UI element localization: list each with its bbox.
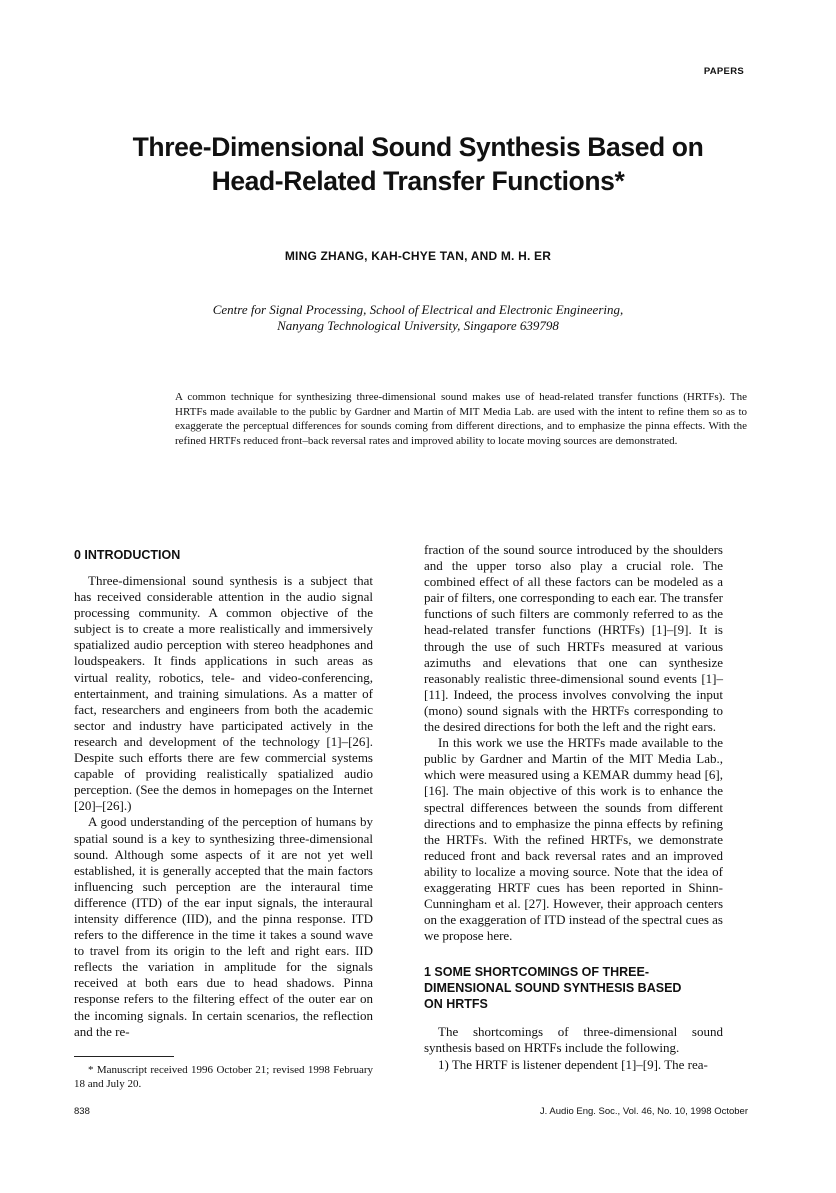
page-number: 838 (74, 1106, 90, 1117)
title-line-1: Three-Dimensional Sound Synthesis Based on (132, 132, 704, 162)
author-list: MING ZHANG, KAH-CHYE TAN, AND M. H. ER (284, 249, 552, 263)
affiliation (0, 302, 836, 334)
footnote (74, 1063, 373, 1091)
left-column (74, 547, 373, 1040)
section-heading-shortcomings (424, 964, 723, 1012)
affiliation-line-2: Nanyang Technological University, Singapore 639798 (277, 318, 559, 333)
section-heading-line: ON HRTFS (424, 997, 488, 1012)
title-line-2: Head-Related Transfer Functions* (211, 166, 625, 196)
paper-title (0, 130, 836, 198)
journal-citation: J. Audio Eng. Soc., Vol. 46, No. 10, 1998 October (539, 1106, 748, 1117)
section-heading-introduction: 0 INTRODUCTION (74, 548, 181, 562)
footnote-divider (74, 1056, 174, 1057)
affiliation-line-1: Centre for Signal Processing, School of Electrical and Electronic Engineering, (212, 302, 624, 317)
right-column (424, 542, 723, 1073)
section-heading-line: DIMENSIONAL SOUND SYNTHESIS BASED (424, 981, 682, 996)
section-heading-line: 1 SOME SHORTCOMINGS OF THREE- (424, 965, 650, 980)
section-label: PAPERS (703, 66, 744, 77)
abstract: A common technique for synthesizing three-dimensional sound makes use of head-related transfer functions (HRTFs). The HRTFs made available to the public by Gardner and Martin of MIT Media Lab. are used with the intent to refine them so as to exaggerate the perceptual differences for sounds coming from different directions, and to emphasize the pinna effects. With the refined HRTFs reduced front–back reversal rates and improved ability to locate moving sources are demonstrated. (175, 391, 747, 447)
body-paragraph: Three-dimensional sound synthesis is a subject that has received considerable attention in the audio signal processing community. A common objective of the subject is to create a more realistically and immersively spatialized audio perception with stereo headphones and loudspeakers. It finds applications in such areas as virtual reality, robotics, tele- and video-conferencing, entertainment, and training simulations. As a matter of fact, researchers and engineers from both the academic sector and industry have participated actively in the research and development of the technology [1]–[26]. Despite such efforts there are few commercial systems capable of providing realistically spatialized audio perception. (See the demos in homepages on the Internet [20]–[26].) (74, 573, 373, 814)
footnote-text: * Manuscript received 1996 October 21; revised 1998 February 18 and July 20. (74, 1064, 373, 1090)
body-paragraph: 1) The HRTF is listener dependent [1]–[9]. The rea- (438, 1056, 708, 1072)
body-paragraph: In this work we use the HRTFs made available to the public by Gardner and Martin of the MIT Media Lab., which were measured using a KEMAR dummy head [6], [16]. The main objective of this work is to enhance the spectral differences between the sounds from different directions and to emphasize the pinna effects by refining the HRTFs. With the refined HRTFs, we demonstrate reduced front and back reversal rates and an improved ability to localize a moving source. Note that the idea of exaggerating HRTF cues has been reported in Shinn-Cunningham et al. [27]. However, their approach centers on the exaggeration of ITD instead of the spectral cues as we propose here. (424, 735, 723, 944)
body-paragraph: The shortcomings of three-dimensional sound synthesis based on HRTFs include the following. (424, 1024, 723, 1056)
body-paragraph: A good understanding of the perception of humans by spatial sound is a key to synthesizing three-dimensional sound. Although some aspects of it are not yet well established, it is generally accepted that the main factors influencing such perception are the interaural time difference (ITD) of the ear input signals, the interaural intensity difference (IID), and the pinna response. ITD refers to the difference in the time it takes a sound wave to travel from its origin to the left and right ears. IID reflects the variation in amplitude for the signals received at both ears due to head shadows. Pinna response refers to the filtering effect of the outer ear on the incoming signals. In certain scenarios, the reflection and the re- (74, 814, 373, 1039)
body-paragraph-continued: fraction of the sound source introduced by the shoulders and the upper torso also play a crucial role. The combined effect of all these factors can be modeled as a pair of filters, one corresponding to each ear. The transfer functions of such filters are commonly referred to as the head-related transfer functions (HRTFs) [1]–[9]. It is through the use of such HRTFs measured at various azimuths and elevations that one can synthesize reasonably realistic three-dimensional sound events [1]–[11]. Indeed, the process involves convolving the input (mono) sound signals with the HRTFs corresponding to the desired directions for both the left and the right ears. (424, 542, 723, 735)
